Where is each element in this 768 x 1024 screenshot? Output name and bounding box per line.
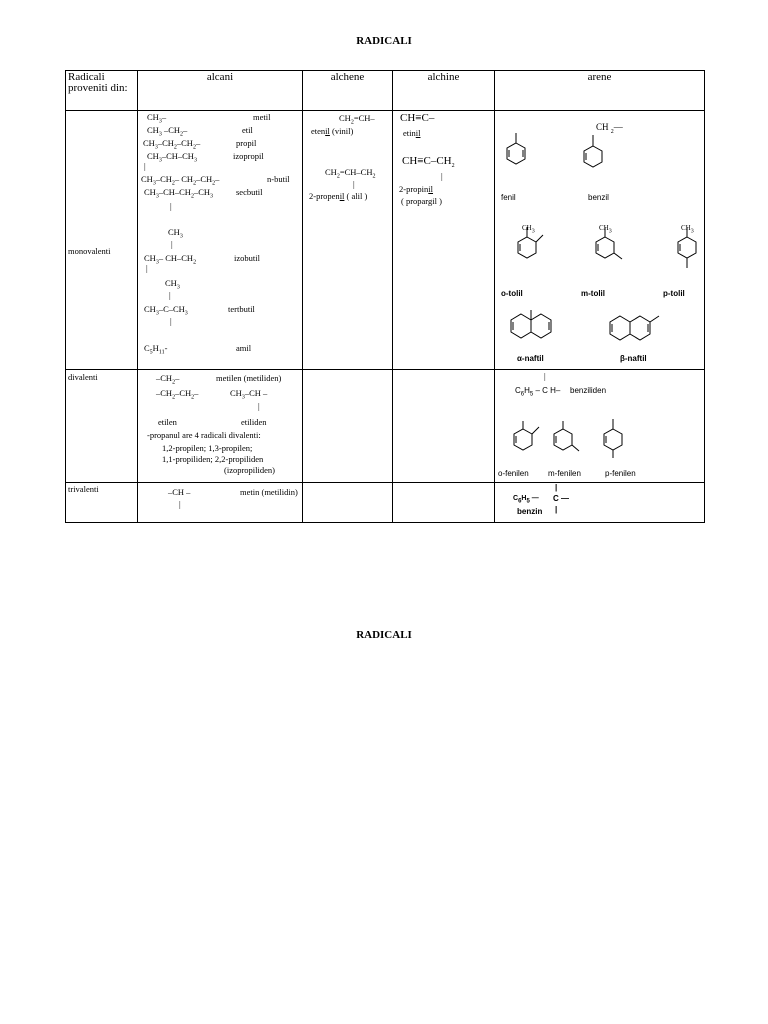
methyl-o-text: CH	[522, 224, 532, 232]
cell-arene-di	[495, 370, 705, 483]
header-cell-origin	[66, 71, 138, 111]
bond-line: |	[171, 239, 173, 249]
header-alchine: alchine	[393, 71, 495, 111]
name-alil-c: ( alil )	[344, 191, 368, 201]
bond-line: |	[555, 483, 558, 492]
formula-metilen: $-CH_2-$	[156, 373, 180, 386]
name-propil: propil	[236, 138, 257, 148]
header-alcani: alcani	[138, 71, 303, 111]
benzin-c-text: C	[553, 494, 559, 503]
note-izopropiliden: (izopropiliden)	[224, 465, 275, 475]
name-vinil-c: (vinil)	[329, 126, 354, 136]
formula-propinil: $CH\equiv C-CH_2$	[402, 155, 455, 170]
cell-alcani-tri	[138, 483, 303, 523]
formula-benzin-c: C	[513, 495, 519, 502]
name-vinil-a: eten	[311, 126, 326, 136]
alpha-naftil-structure	[511, 310, 551, 338]
name-o-fenilen: o-fenilen	[498, 469, 529, 478]
bond-line: |	[170, 316, 172, 326]
formula-etilen: $-CH_2-CH_2-$	[156, 388, 199, 401]
name-alil-b: il	[339, 191, 345, 201]
name-benzin: benzin	[517, 507, 543, 516]
bond-line: |	[353, 179, 355, 189]
name-metin: metin (metilidin)	[240, 487, 298, 497]
name-etinil	[403, 128, 420, 138]
fenil-structure	[507, 133, 525, 164]
formula-izopropil: $CH_3-CH-CH_3$	[147, 151, 197, 164]
bond-line: |	[179, 499, 181, 509]
formula-metin: –CH –	[168, 487, 191, 497]
formula-propinil-text: CH≡C–CH	[402, 155, 452, 167]
bond-line: |	[555, 505, 558, 514]
cell-alchene-tri	[303, 483, 393, 523]
formula-benziliden-c: C	[515, 386, 521, 395]
name-p-tolil: p-tolil	[663, 289, 685, 298]
page-title: RADICALI	[356, 35, 412, 47]
p-fenilen-structure	[604, 419, 622, 458]
bond-line: |	[169, 290, 171, 300]
cell-alcani-di	[138, 370, 303, 483]
name-izopropil: izopropil	[233, 151, 264, 161]
formula-vinil: $CH_2=CH-$	[339, 113, 375, 126]
cell-alchine-di	[393, 370, 495, 483]
formula-metilen-text: –CH	[156, 373, 173, 383]
name-propinil	[399, 184, 433, 194]
formula-nbutil: $CH_3-CH_2-$ $CH_2-CH_2-$	[141, 174, 220, 187]
formula-etiliden-b: –CH –	[244, 388, 268, 398]
formula-etilen-text: –CH	[156, 388, 173, 398]
row-trivalenti	[66, 483, 705, 523]
cell-alchine-tri	[393, 483, 495, 523]
formula-amil: $C_5H_{11}-$	[144, 343, 168, 356]
header-arene: arene	[495, 71, 705, 111]
formula-alil: $CH_2=CH-CH_2$	[325, 167, 376, 180]
formula-tertbutil: $CH_3-C-CH_3$	[144, 304, 188, 317]
name-amil: amil	[236, 343, 252, 353]
methyl-m-text: CH	[599, 224, 609, 232]
cell-alchene-di	[303, 370, 393, 483]
bond-line: |	[146, 263, 148, 273]
formula-secbutil: $CH_3-CH-CH_2-CH_3$	[144, 187, 213, 200]
name-izobutil: izobutil	[234, 253, 260, 263]
formula-benzin-carbon: C —	[553, 494, 570, 503]
name-etiliden: etiliden	[241, 417, 267, 427]
name-alil-a: 2-propen	[309, 191, 340, 201]
name-alpha-naftil: α-naftil	[517, 354, 544, 363]
bond-line: |	[258, 401, 260, 411]
cell-monovalenti-label	[66, 111, 138, 370]
formula-etiliden: $CH_3-CH$ –	[230, 388, 268, 401]
row-label-divalenti: divalenti	[68, 372, 98, 382]
name-fenil: fenil	[501, 193, 516, 202]
formula-izobutil: $CH_3-$ $CH-CH_2$	[144, 253, 197, 266]
header-row	[66, 71, 705, 111]
formula-propil: $CH_3-CH_2-CH_2-$	[143, 138, 201, 151]
o-fenilen-structure	[514, 421, 539, 450]
benzil-ch: CH	[596, 122, 609, 132]
note-propiliden: 1,1-propiliden; 2,2-propiliden	[162, 454, 264, 464]
benzil-structure	[584, 135, 602, 167]
name-vinil-b: il	[325, 126, 330, 136]
name-p-fenilen: p-fenilen	[605, 469, 636, 478]
name-alil	[309, 191, 367, 201]
name-propargil: ( propargil )	[401, 196, 442, 206]
cell-alchine-mono	[393, 111, 495, 370]
name-benzil: benzil	[588, 193, 609, 202]
formula-metil: $CH_3-$	[147, 112, 167, 125]
name-propinil-b: il	[428, 184, 434, 194]
arene-structures	[495, 111, 705, 370]
bond-line: |	[170, 201, 172, 211]
formula-benziliden: $C_6H_5$ – C H–	[515, 386, 561, 398]
name-nbutil: n-butil	[267, 174, 290, 184]
methyl-m: $CH_3$	[599, 224, 612, 235]
note-propanul: -propanul are 4 radicali divalenti:	[147, 430, 261, 440]
bond-line: |	[144, 161, 146, 171]
formula-etiliden-text: CH	[230, 388, 242, 398]
cell-arene-mono	[495, 111, 705, 370]
name-etinil-a: etin	[403, 128, 416, 138]
name-metilen: metilen (metiliden)	[216, 373, 282, 383]
methyl-p: $CH_3$	[681, 224, 694, 235]
name-secbutil: secbutil	[236, 187, 263, 197]
cell-arene-tri	[495, 483, 705, 523]
cell-divalenti-label	[66, 370, 138, 483]
row-monovalenti	[66, 111, 705, 370]
row-label-monovalenti: monovalenti	[68, 246, 111, 256]
row-divalenti	[66, 370, 705, 483]
formula-izobutil-ch3: $CH_3$	[168, 227, 183, 240]
name-metil: metil	[253, 112, 271, 122]
formula-benzil: CH $_2$—	[596, 122, 623, 135]
formula-benzin: $C_6H_5$ —	[513, 495, 539, 505]
name-o-tolil: o-tolil	[501, 289, 523, 298]
second-page-title: RADICALI	[356, 629, 412, 641]
name-tertbutil: tertbutil	[228, 304, 255, 314]
name-etilen: etilen	[158, 417, 177, 427]
name-etinil-b: il	[415, 128, 421, 138]
methyl-o: $CH_3$	[522, 224, 535, 235]
header-alchene: alchene	[303, 71, 393, 111]
formula-benziliden-ch: – C H–	[533, 386, 561, 395]
beta-naftil-structure	[610, 316, 659, 340]
name-m-fenilen: m-fenilen	[548, 469, 581, 478]
cell-alcani-mono	[138, 111, 303, 370]
name-vinil	[311, 126, 353, 136]
row-label-trivalenti: trivalenti	[68, 484, 99, 494]
radicals-table	[65, 70, 705, 523]
name-m-tolil: m-tolil	[581, 289, 605, 298]
name-etil: etil	[242, 125, 253, 135]
fenilen-structures	[495, 370, 705, 483]
cell-alchene-mono	[303, 111, 393, 370]
name-propinil-a: 2-propin	[399, 184, 429, 194]
formula-tertbutil-ch3: $CH_3$	[165, 278, 180, 291]
methyl-p-text: CH	[681, 224, 691, 232]
name-beta-naftil: β-naftil	[620, 354, 647, 363]
formula-etil: $CH_3$ $-CH_2-$	[147, 125, 188, 138]
m-fenilen-structure	[554, 421, 579, 451]
bond-line: |	[544, 371, 546, 381]
name-benziliden: benziliden	[570, 386, 607, 395]
header-origin-label: Radicali proveniti din:	[68, 71, 128, 94]
formula-etinil: CH≡C–	[400, 112, 435, 124]
bond-line: |	[441, 171, 443, 181]
note-propilen: 1,2-propilen; 1,3-propilen;	[162, 443, 253, 453]
cell-trivalenti-label	[66, 483, 138, 523]
